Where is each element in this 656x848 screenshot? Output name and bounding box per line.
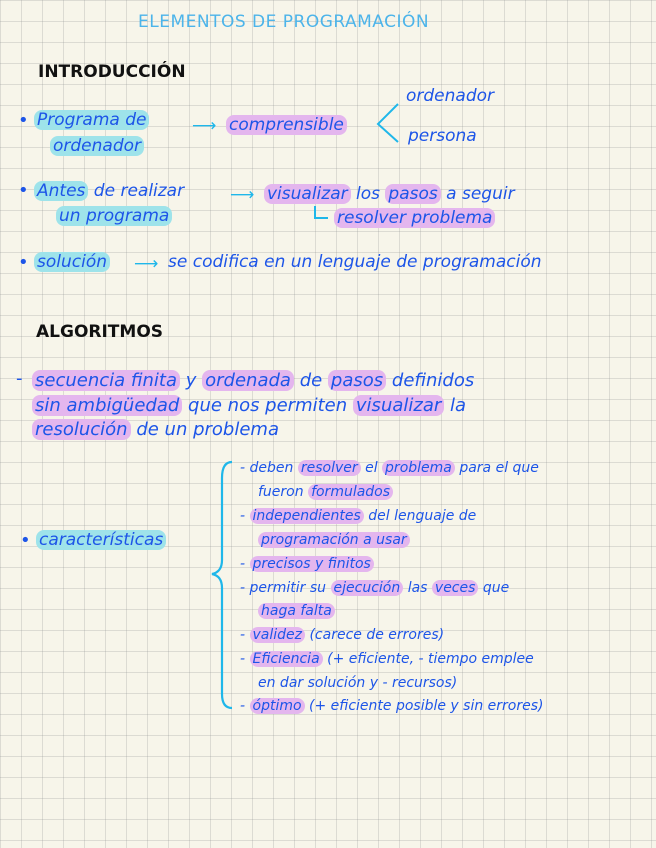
intro-item1-target: comprensible — [226, 117, 347, 134]
caract-item-3: - precisos y finitos — [240, 557, 374, 571]
intro-item2-d: resolver problema — [334, 210, 495, 227]
caract-item-1: - deben resolver el problema para el que — [240, 460, 539, 476]
alg-def-line1: secuencia finita y ordenada de pasos definidos — [32, 372, 474, 390]
intro-item2-c: visualizar los pasos a seguir — [264, 186, 515, 203]
caract-item-6-cont: en dar solución y - recursos) — [258, 675, 458, 691]
curly-brace-icon — [212, 462, 232, 708]
intro-item1-b: ordenador — [50, 138, 144, 155]
page-title: ELEMENTOS DE PROGRAMACIÓN — [138, 12, 430, 32]
intro-item3-a: solución — [34, 254, 110, 271]
caract-item-4: - permitir su ejecución las veces que — [240, 580, 510, 596]
intro-item1-branch1: ordenador — [406, 86, 495, 106]
intro-item1-a: Programa de — [34, 112, 149, 129]
bullet-icon: • — [20, 530, 31, 551]
branch-bracket-icon — [378, 104, 398, 142]
arrow-right-icon: ⟶ — [134, 254, 159, 274]
caract-item-7: - óptimo (+ eficiente posible y sin errores) — [240, 698, 544, 714]
arrow-right-icon: ⟶ — [230, 185, 255, 205]
arrow-right-icon: ⟶ — [192, 116, 217, 136]
caract-item-2-cont: programación a usar — [258, 533, 410, 547]
section-heading-intro: INTRODUCCIÓN — [38, 62, 186, 82]
section-heading-algoritmos: ALGORITMOS — [36, 322, 164, 342]
sub-arrow-icon — [315, 206, 328, 218]
caract-item-1-cont: fueron formulados — [258, 485, 393, 499]
bullet-icon: • — [18, 180, 29, 201]
intro-item2-a: Antes de realizar — [34, 183, 184, 200]
bullet-icon: • — [18, 110, 29, 131]
intro-item3-rest: se codifica en un lenguaje de programación — [168, 252, 542, 272]
caract-item-5: - validez (carece de errores) — [240, 627, 445, 643]
dash-bullet-icon: - — [16, 368, 23, 389]
caract-item-4-cont: haga falta — [258, 604, 335, 618]
caracteristicas-label: características — [36, 532, 166, 549]
caract-item-2: - independientes del lenguaje de — [240, 508, 477, 524]
intro-item2-b: un programa — [56, 208, 172, 225]
bullet-icon: • — [18, 252, 29, 273]
alg-def-line3: resolución de un problema — [32, 421, 279, 439]
alg-def-line2: sin ambigüedad que nos permiten visualizar la — [32, 397, 466, 415]
intro-item1-branch2: persona — [408, 126, 477, 146]
caract-item-6: - Eficiencia (+ eficiente, - tiempo emplee — [240, 651, 534, 667]
